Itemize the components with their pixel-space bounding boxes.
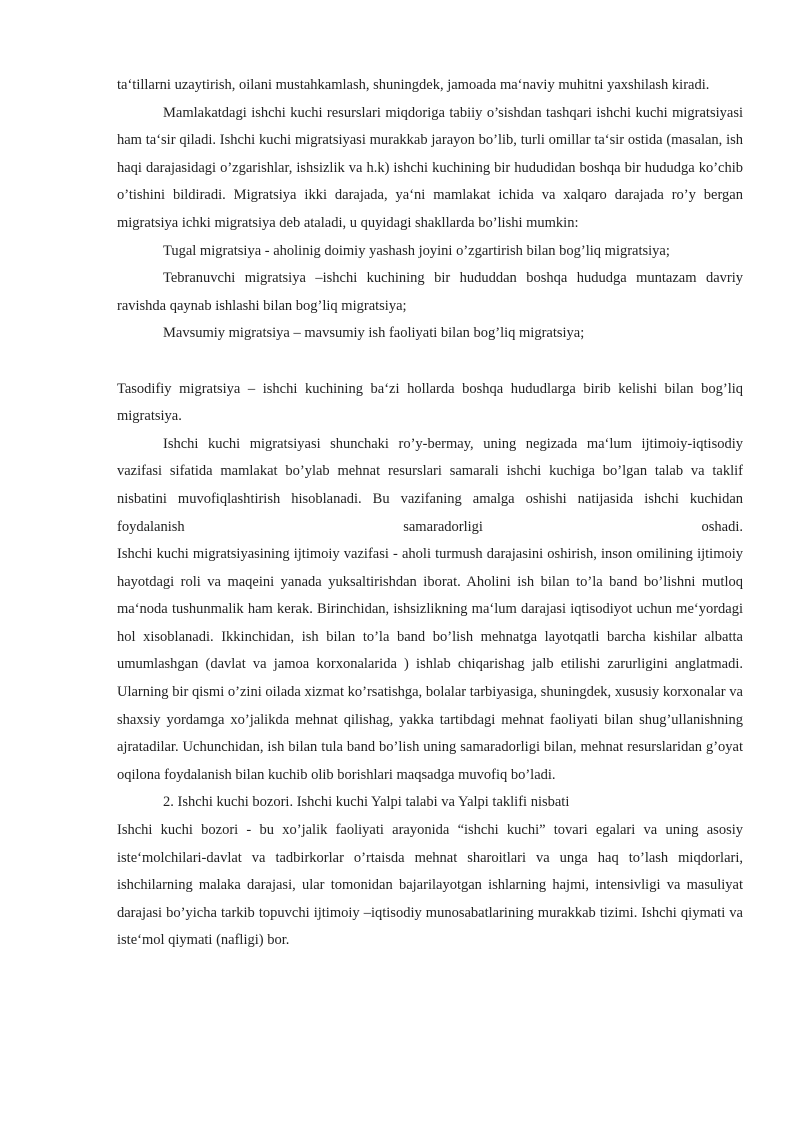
list-item-seasonal-migration: Mavsumiy migratsiya – mavsumiy ish faoliyati bilan bog’liq migratsiya; (163, 325, 585, 342)
list-item-random-migration: Tasodifiy migratsiya – ishchi kuchining ba‘zi hollarda boshqa hududlarga birib kelishi bilan bog’liq migratsiya. (117, 380, 743, 425)
blank-line (117, 348, 743, 376)
list-item-oscillating-migration: Tebranuvchi migratsiya –ishchi kuchining bir hududdan boshqa hududga muntazam davriy ravishda qaynab ishlashi bilan bog’liq migratsiya; (117, 270, 743, 314)
paragraph-labor-market-definition: Ishchi kuchi bozori - bu xo’jalik faoliyati arayonida “ishchi kuchi” tovari egalari va uning asosiy iste‘molchilari-davlat va tadbirkorlar o’rtaisda mehnat sharoitlari va unga haq to’lash miqdorlari, ishchilarning malaka darajasi, ular tomonidan bajarilayotgan ishlarning hajmi, intensivligi va masuliyat darajasi bo’yicha tarkib topuvchi ijtimoiy –iqtisodiy munosabatlarining murakkab tizimi. Ishchi qiymati va iste‘mol qiymati (nafligi) bor. (117, 822, 743, 949)
paragraph-social-function: Ishchi kuchi migratsiyasining ijtimoiy vazifasi - aholi turmush darajasini oshirish, inson omilining ijtimoiy hayotdagi roli va maqeini yanada yuksaltirishdan iborat. Aholini ish bilan to’la band bo’lishni mutloq ma‘noda tushunmalik ham kerak. Birinchidan, ishsizlikning ma‘lum darajasi iqtisodiyot uchun me‘yordagi hol xisoblanadi. Ikkinchidan, ish bilan to’la band bo’lish mehnatga layotqatli barcha kishilar albatta umumlashgan (davlat va jamoa korxonalarida ) ishlab chiqarishag jalb etilishi zarurligini anglatmadi. Ularning bir qismi o’zini oilada xizmat ko’rsatishga, bolalar tarbiyasiga, shuningdek, xususiy korxonalar va shaxsiy yordamga xo’jalikda mehnat qilishag, yakka tartibdagi mehnat faoliyati bilan shug’ullanishning ajratadilar. Uchunchidan, ish bilan tula band bo’lish uning samaradorligi bilan, mehnat resurslaridan g’oyat oqilona foydalanish bilan kuchib olib borishlari maqsadga muvofiq bo’ladi. (117, 546, 743, 783)
paragraph-continuation: ta‘tillarni uzaytirish, oilani mustahkamlash, shuningdek, jamoada ma‘naviy muhitni yaxshilash kiradi. (117, 77, 710, 93)
paragraph-migration-function: Ishchi kuchi migratsiyasi shunchaki ro’y-bermay, uning negizada ma‘lum ijtimoiy-iqtisodiy vazifasi sifatida mamlakat bo’ylab mehnat resurslari samarali ishchi kuchiga bo’lgan talab va taklif nisbatini muvofiqlashtirish hisoblanadi. Bu vazifaning amalga oshishi natijasida ishchi kuchidan foydalanish samaradorligi oshadi. (117, 435, 743, 535)
document-page (117, 72, 743, 955)
paragraph-labor-migration: Mamlakatdagi ishchi kuchi resurslari miqdoriga tabiiy o’sishdan tashqari ishchi kuchi migratsiyasi ham ta‘sir qiladi. Ishchi kuchi migratsiyasi murakkab jarayon bo’lib, turli omillar ta‘sir ostida (masalan, ish haqi darajasidagi o’zgarishlar, ishsizlik va h.k) ishchi kuchining bir hududidan boshqa bir hududga ko’chib o’tishini bildiradi. Migratsiya ikki darajada, ya‘ni mamlakat ichida va xalqaro darajada ro’y bergan migratsiya ichki migratsiya deb ataladi, u quyidagi shakllarda bo’lishi mumkin: (117, 104, 743, 231)
list-item-complete-migration: Tugal migratsiya - aholinig doimiy yashash joyini o’zgartirish bilan bog’liq migratsiya; (163, 242, 670, 259)
section-heading-labor-market: 2. Ishchi kuchi bozori. Ishchi kuchi Yalpi talabi va Yalpi taklifi nisbati (163, 794, 570, 811)
